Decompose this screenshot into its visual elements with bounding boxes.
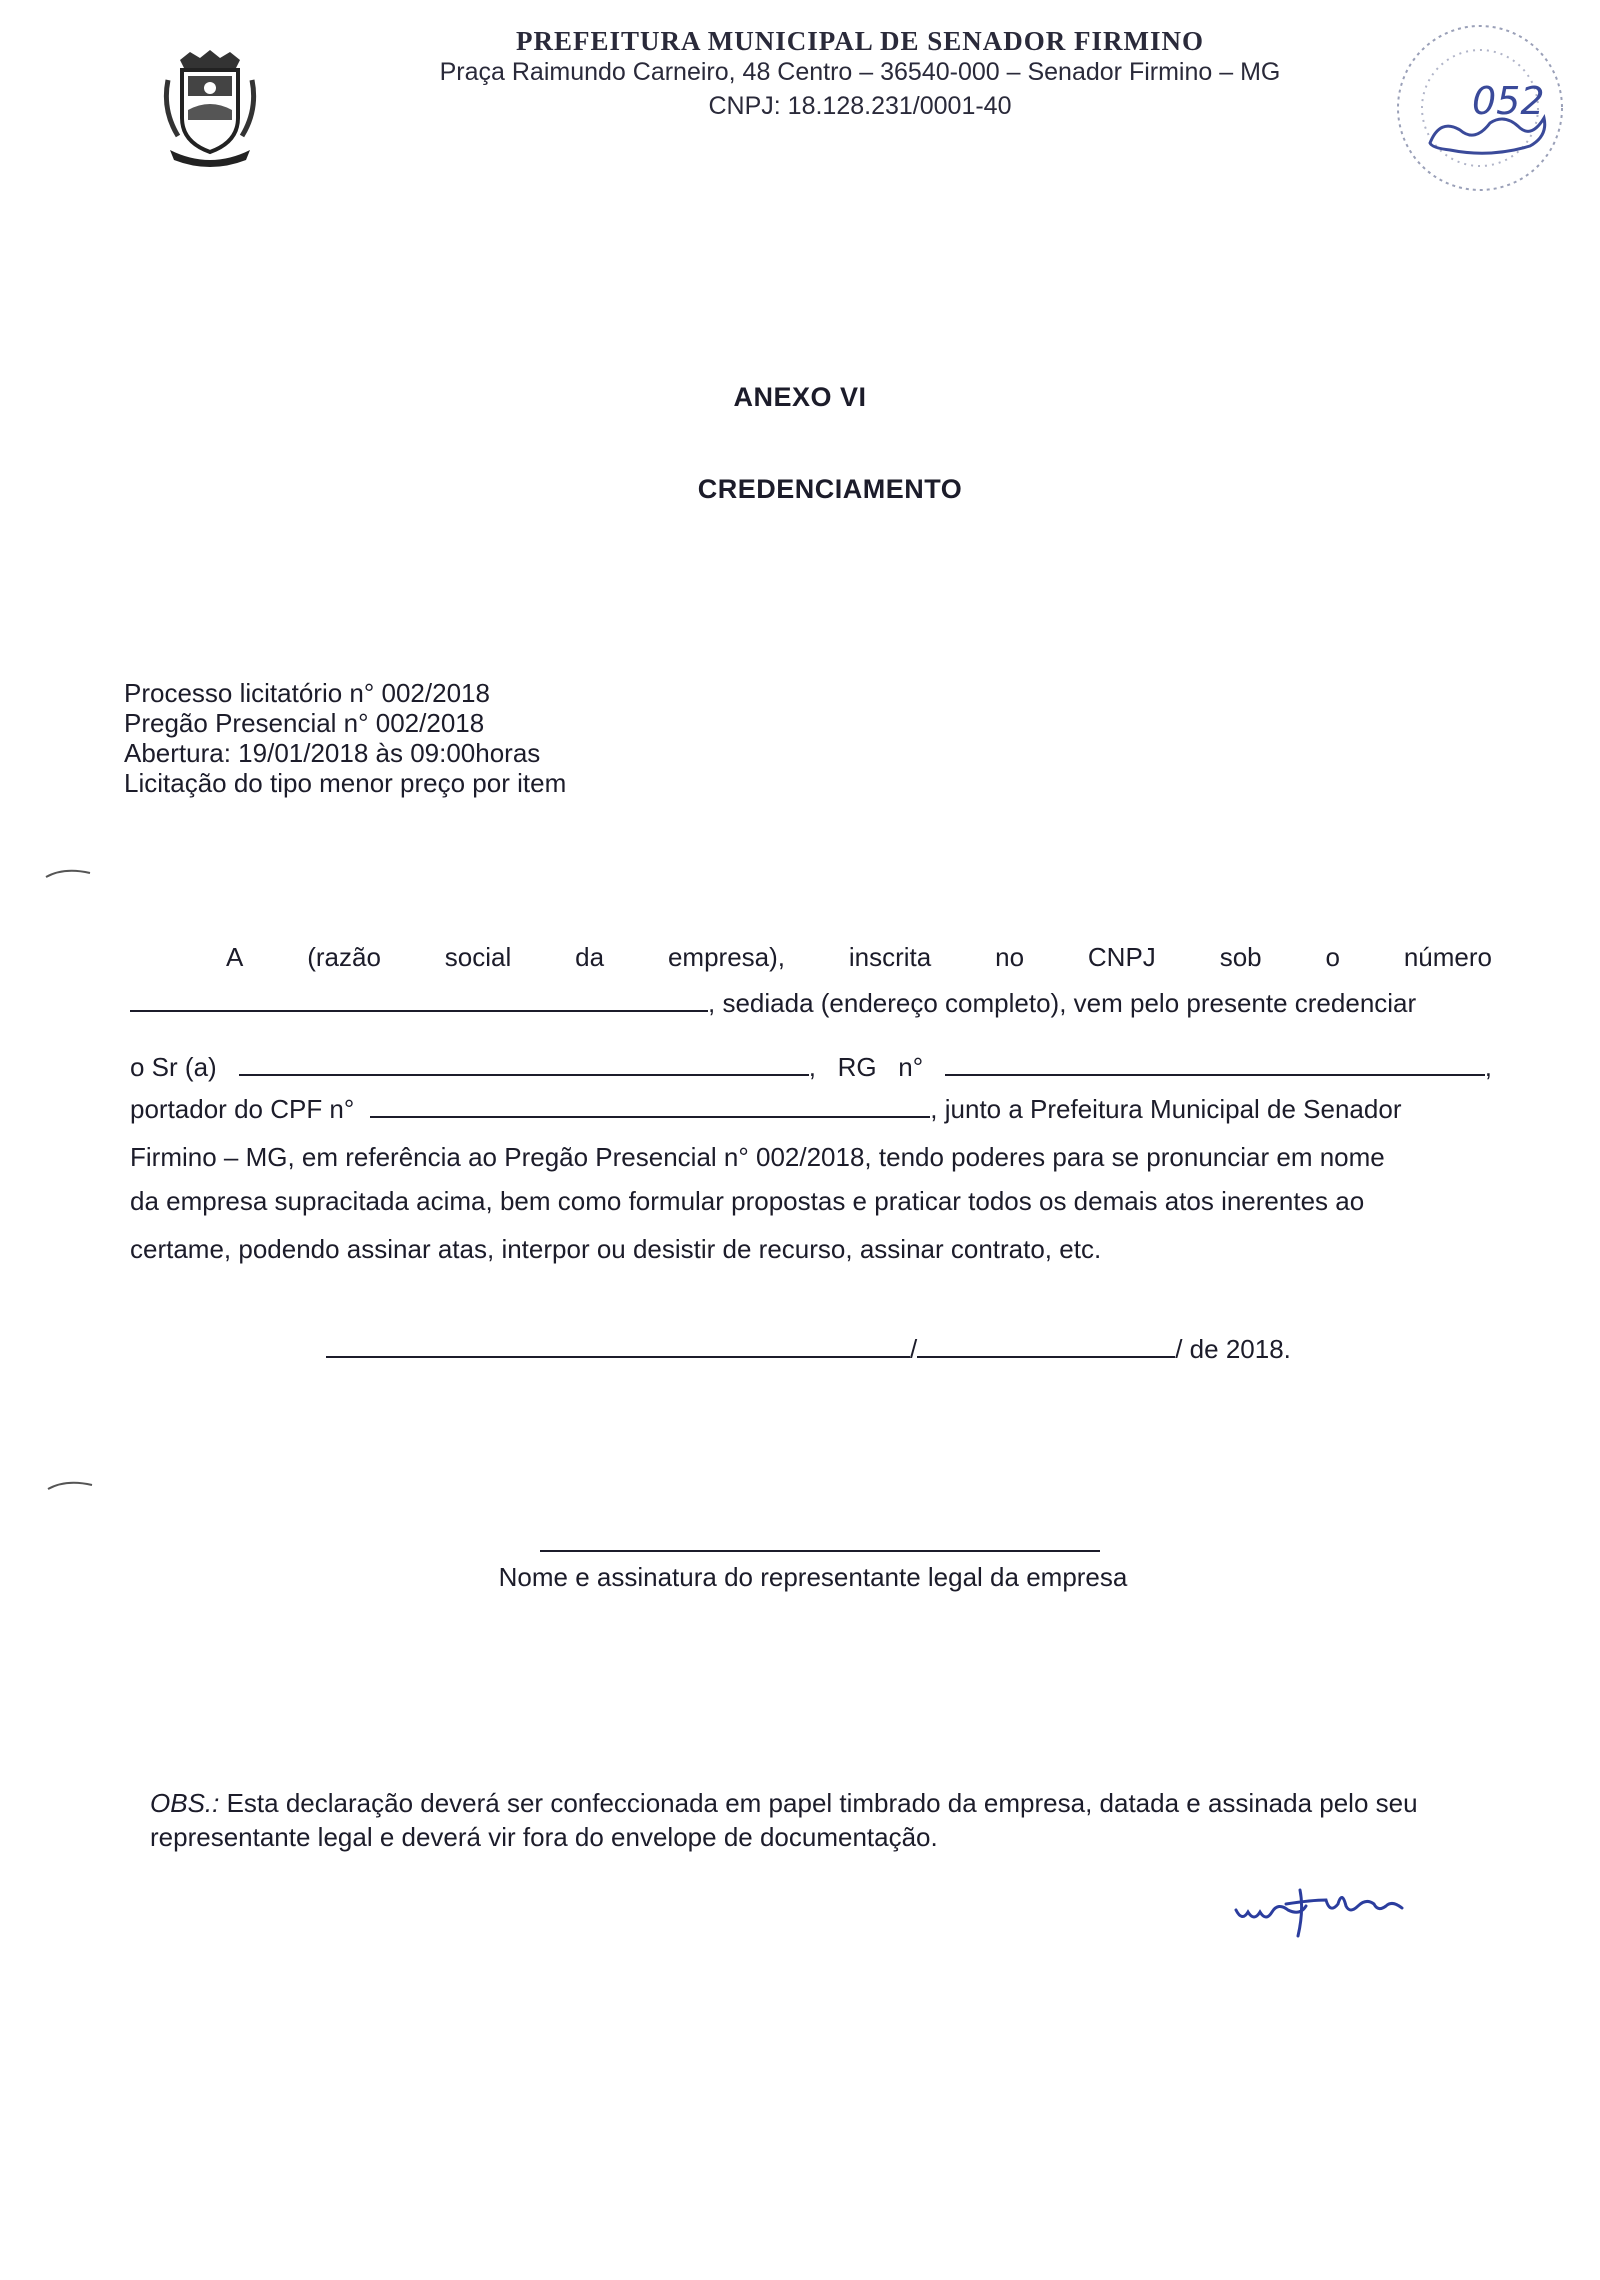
handwritten-rubric-icon [1226,1870,1426,1950]
word: sob [1219,942,1262,972]
rg-blank-line[interactable] [945,1052,1485,1076]
paragraph-text: o Sr (a) [130,1052,217,1082]
cpf-blank-line[interactable] [370,1094,930,1118]
day-month-blank-line[interactable] [917,1334,1175,1358]
date-line [326,1334,1291,1365]
opening-date: Abertura: 19/01/2018 às 09:00horas [124,738,541,768]
annex-heading: ANEXO VI [733,382,867,412]
paragraph-line-5: Firmino – MG, em referência ao Pregão Presencial n° 002/2018, tendo poderes para se pronunciar em nome [130,1142,1385,1172]
word: social [444,942,512,972]
signature-label: Nome e assinatura do representante legal da empresa [498,1562,1128,1592]
paragraph-line-7: certame, podendo assinar atas, interpor ou desistir de recurso, assinar contrato, etc. [130,1234,1102,1264]
paragraph-text: , RG n° [808,1052,924,1082]
paragraph-text: portador do CPF n° [130,1094,355,1124]
paragraph-text: , junto a Prefeitura Municipal de Senador [930,1094,1402,1124]
word: o [1325,942,1340,972]
paragraph-text: , [1484,1052,1492,1082]
observation-text: Esta declaração deverá ser confeccionada em papel timbrado da empresa, datada e assinada pelo seu representante legal e deverá vir fora do envelope de documentação. [150,1788,1418,1852]
bid-type: Licitação do tipo menor preço por item [124,768,567,798]
word: CNPJ [1087,942,1156,972]
paragraph-text: , sediada (endereço completo), vem pelo presente credenciar [708,988,1417,1018]
word: A [226,942,244,972]
paragraph-line-2 [130,988,1492,1019]
representative-name-blank-line[interactable] [239,1052,809,1076]
process-info [124,678,566,798]
place-blank-line[interactable] [326,1334,910,1358]
word: (razão [307,942,381,972]
paragraph-line-1 [130,942,1492,973]
paragraph-line-6: da empresa supracitada acima, bem como formular propostas e praticar todos os demais atos inerentes ao [130,1186,1365,1216]
word: no [995,942,1025,972]
city-hall-address: Praça Raimundo Carneiro, 48 Centro – 36540-000 – Senador Firmino – MG [439,58,1281,86]
paragraph-line-3 [130,1052,1492,1083]
word: da [575,942,605,972]
date-year: / de 2018. [1175,1334,1291,1364]
process-number: Processo licitatório n° 002/2018 [124,678,490,708]
word: número [1403,942,1492,972]
auction-number: Pregão Presencial n° 002/2018 [124,708,485,738]
city-hall-cnpj: CNPJ: 18.128.231/0001-40 [708,92,1012,120]
signature-line[interactable] [540,1550,1100,1552]
scan-mark [46,1478,96,1496]
protocol-stamp-icon [1380,18,1580,198]
observation-label: OBS.: [150,1788,220,1818]
scan-mark [44,866,94,884]
observation-note [150,1786,1510,1854]
municipal-crest-icon [160,50,260,168]
date-separator: / [910,1334,918,1364]
word: empresa), [667,942,785,972]
paragraph-line-4 [130,1094,1492,1125]
stamp-number: 052 [1472,79,1545,123]
city-hall-name: PREFEITURA MUNICIPAL DE SENADOR FIRMINO [515,26,1205,56]
word: inscrita [848,942,932,972]
cnpj-blank-line[interactable] [130,988,708,1012]
document-title: CREDENCIAMENTO [697,474,963,504]
